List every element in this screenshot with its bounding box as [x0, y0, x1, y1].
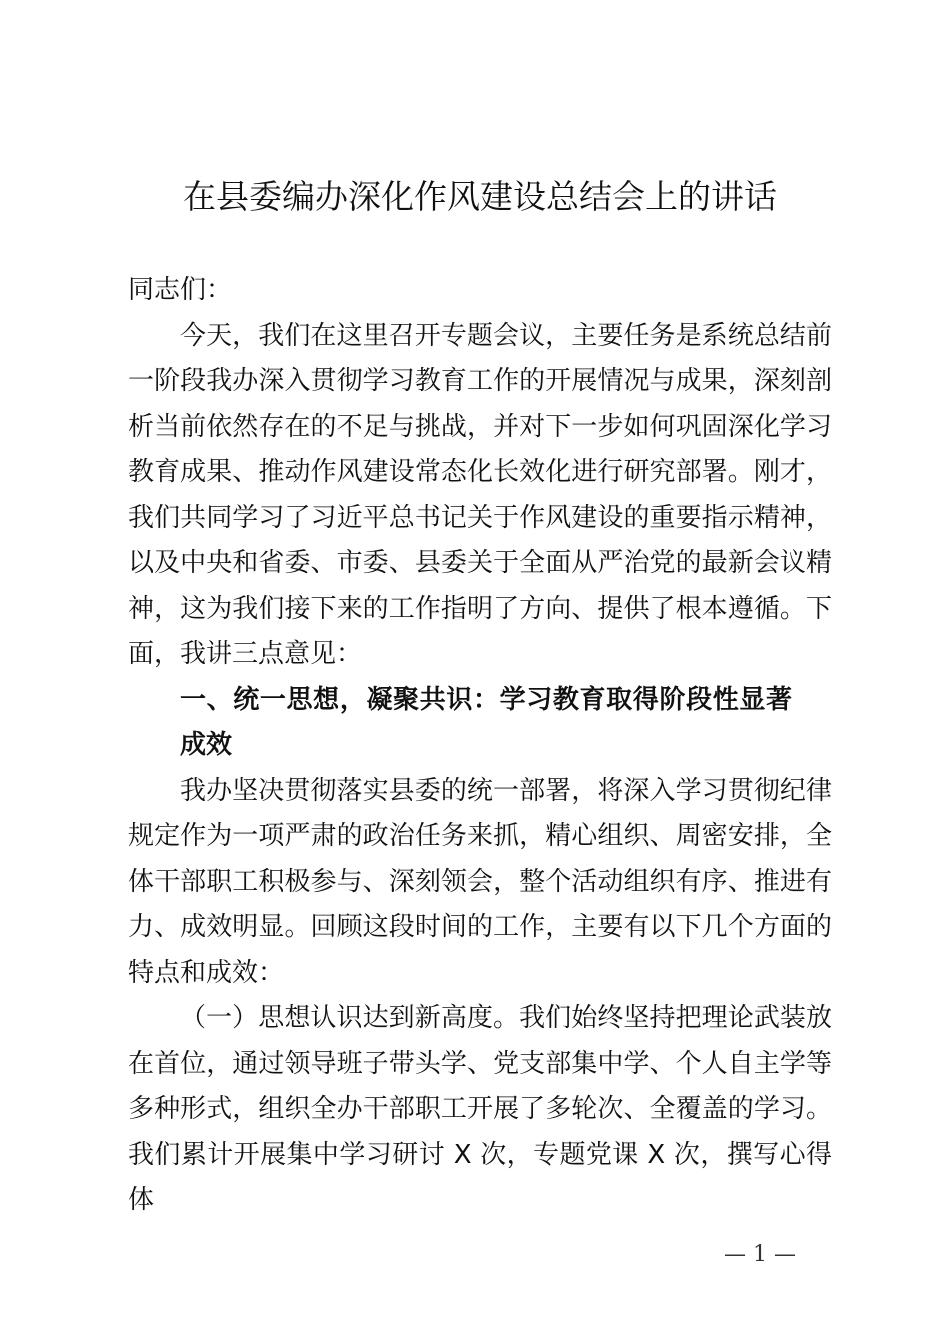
paragraph-opening: 今天，我们在这里召开专题会议，主要任务是系统总结前一阶段我办深入贯彻学习教育工作的开展情况与成果，深刻剖析当前依然存在的不足与挑战，并对下一步如何巩固深化学习教育成果、推动作风建设常态化长效化进行研究部署。刚才，我们共同学习了习近平总书记关于作风建设的重要指示精神，以及中央和省委、市委、县委关于全面从严治党的最新会议精神，这为我们接下来的工作指明了方向、提供了根本遵循。下面，我讲三点意见： [128, 320, 832, 669]
paragraph-subsection-1: （一）思想认识达到新高度。我们始终坚持把理论武装放在首位，通过领导班子带头学、党支部集中学、个人自主学等多种形式，组织全办干部职工开展了多轮次、全覆盖的学习。我们累计开展集中学习研讨 X 次，专题党课 X 次，撰写心得体 [128, 1003, 832, 1215]
salutation: 同志们： [128, 275, 233, 305]
section-heading-1: 一、统一思想，凝聚共识：学习教育取得阶段性显著成效 [180, 684, 792, 760]
document-title: 在县委编办深化作风建设总结会上的讲话 [183, 177, 777, 216]
page-number: — 1 — [724, 1242, 796, 1267]
document-body [128, 268, 832, 1224]
paragraph-section-1-intro: 我办坚决贯彻落实县委的统一部署，将深入学习贯彻纪律规定作为一项严肃的政治任务来抓，精心组织、周密安排，全体干部职工积极参与、深刻领会，整个活动组织有序、推进有力、成效明显。回顾这段时间的工作，主要有以下几个方面的特点和成效： [128, 775, 832, 988]
